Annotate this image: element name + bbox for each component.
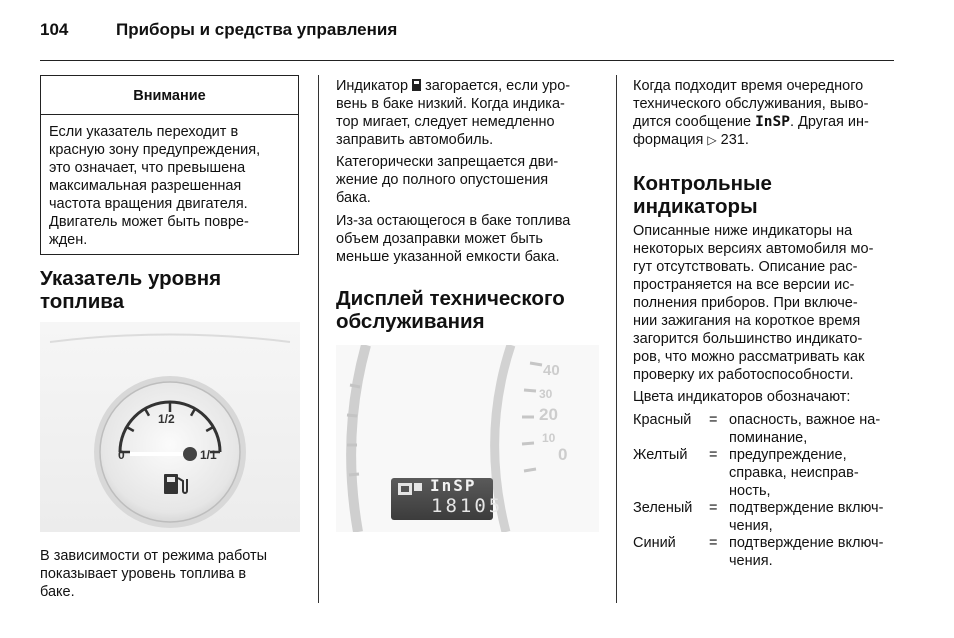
warning-line: красную зону предупреждения, (49, 142, 261, 158)
gauge-full-label: 1/1 (200, 448, 217, 462)
indicator-colors-list: Красный = опасность, важное на- поминание, Желтый = предупреждение, справка, неисправ- ность, Зеленый = подтверждение включ- чения, Синий = подтверждение включ- чения. (633, 412, 884, 569)
service-display-illustration (336, 345, 599, 532)
no-empty-tank-paragraph: Категорически запрещается дви- жение до полного опустошения бака. (336, 154, 559, 206)
page-number: 104 (40, 20, 69, 39)
tach-tick-label: 10 (542, 431, 556, 445)
colors-intro: Цвета индикаторов обозначают: (633, 389, 851, 405)
warning-line: Двигатель может быть повре- (49, 214, 249, 230)
fuel-pump-icon (412, 79, 421, 91)
service-message-paragraph: Когда подходит время очередного технического обслуживания, выво- дится сообщение InSP. Другая ин- формация ▷ 231. (633, 78, 869, 148)
service-display-heading: Дисплей технического обслуживания (336, 287, 565, 333)
warning-line: частота вращения двигателя. (49, 196, 248, 212)
header-divider (40, 60, 894, 61)
refill-volume-paragraph: Из-за остающегося в баке топлива объем дозаправки может быть меньше указанной емкости бака. (336, 213, 571, 265)
gauge-half-label: 1/2 (158, 412, 175, 426)
fuel-gauge-heading: Указатель уровня топлива (40, 267, 222, 313)
warning-heading: Внимание (41, 76, 298, 115)
odometer-value: 18105 (431, 495, 504, 517)
warning-line: жден. (49, 232, 88, 248)
column-divider-1 (318, 75, 319, 603)
fuel-gauge-illustration (40, 322, 300, 532)
indicators-description: Описанные ниже индикаторы на некоторых версиях автомобиля мо- гут отсутствовать. Описание рас- пространяется на все версии ис- полнения приборов. При включе- нии зажигания на короткое время загорится большинство индикато- ров, что можно рассматривать как проверку их работоспособности. (633, 223, 874, 383)
tach-tick-label: 40 (543, 362, 560, 379)
tach-tick-label: 20 (539, 405, 558, 424)
warning-box (40, 75, 299, 255)
column-divider-2 (616, 75, 617, 603)
service-message: InSP (430, 476, 477, 495)
page-reference-link[interactable]: 231. (720, 132, 749, 148)
low-fuel-paragraph: Индикатор загорается, если уро- вень в баке низкий. Когда индика- тор мигает, следует немедленно заправить автомобиль. (336, 78, 571, 148)
insp-code: InSP (755, 114, 790, 130)
warning-line: Если указатель переходит в (49, 124, 239, 140)
page-header-title: Приборы и средства управления (116, 20, 398, 39)
indicators-heading: Контрольные индикаторы (633, 172, 772, 218)
tach-tick-label: 30 (539, 387, 553, 401)
tach-tick-label: 0 (558, 445, 568, 464)
warning-line: максимальная разрешенная (49, 178, 242, 194)
gauge-empty-label: 0 (118, 448, 125, 462)
warning-line: это означает, что превышена (49, 160, 246, 176)
fuel-gauge-caption: В зависимости от режима работы показывает уровень топлива в баке. (40, 548, 268, 600)
page-reference-arrow-icon: ▷ (707, 133, 717, 147)
